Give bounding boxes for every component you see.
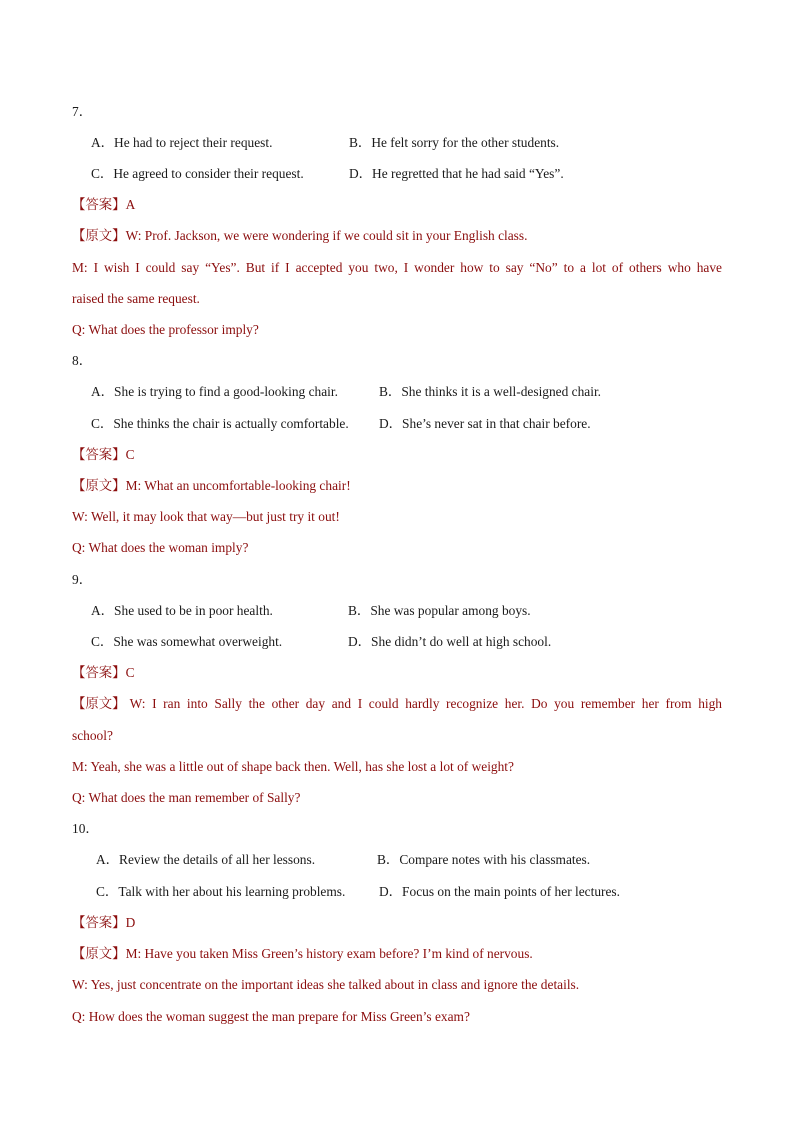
question-9-transcript-line-2: school? [72, 728, 113, 743]
question-10-option-d: D．Focus on the main points of her lectures. [379, 884, 620, 899]
question-8-transcript-question: Q: What does the woman imply? [72, 540, 249, 555]
question-8-option-a: A．She is trying to find a good-looking chair. [91, 384, 338, 399]
question-7-number: 7． [72, 104, 93, 119]
question-7-answer [72, 196, 722, 214]
transcript-label: 【原文】 [72, 228, 126, 243]
answer-value: A [125, 197, 136, 212]
question-8-option-b: B．She thinks it is a well-designed chair. [379, 384, 602, 399]
question-7-transcript-question: Q: What does the professor imply? [72, 322, 259, 337]
question-7-option-d: D．He regretted that he had said “Yes”. [349, 166, 564, 181]
question-10-transcript-line-1 [72, 945, 722, 963]
question-10-transcript-line-2: W: Yes, just concentrate on the important ideas she talked about in class and ignore the details. [72, 977, 580, 992]
answer-label: 【答案】 [72, 915, 126, 930]
answer-value: C [125, 665, 135, 680]
question-9-transcript-question: Q: What does the man remember of Sally? [72, 790, 301, 805]
question-7-option-b: B．He felt sorry for the other students. [349, 135, 560, 150]
question-7-transcript-line-1 [72, 227, 722, 245]
question-10-answer [72, 914, 722, 932]
question-7-transcript-line-2: M: I wish I could say “Yes”. But if I accepted you two, I wonder how to say “No” to a lot of others who have [72, 260, 722, 275]
question-9-transcript-line-3: M: Yeah, she was a little out of shape back then. Well, has she lost a lot of weight? [72, 759, 514, 774]
question-10-transcript-question: Q: How does the woman suggest the man prepare for Miss Green’s exam? [72, 1009, 470, 1024]
transcript-label: 【原文】 [72, 946, 126, 961]
transcript-label: 【原文】 [72, 696, 126, 711]
transcript-label: 【原文】 [72, 478, 126, 493]
answer-value: C [125, 447, 135, 462]
question-7-option-a: A．He had to reject their request. [91, 135, 273, 150]
question-8-transcript-line-2: W: Well, it may look that way—but just try it out! [72, 509, 340, 524]
question-8-option-c: C．She thinks the chair is actually comfortable. [91, 416, 349, 431]
question-9-option-d: D．She didn’t do well at high school. [348, 634, 552, 649]
transcript-text: M: Have you taken Miss Green’s history exam before? I’m kind of nervous. [125, 946, 533, 961]
question-9-number: 9． [72, 572, 93, 587]
question-7-option-c: C．He agreed to consider their request. [91, 166, 304, 181]
question-10-option-a: A．Review the details of all her lessons. [96, 852, 316, 867]
question-9-answer [72, 664, 722, 682]
question-8-number: 8． [72, 353, 93, 368]
question-10-option-c: C．Talk with her about his learning problems. [96, 884, 346, 899]
transcript-text: M: What an uncomfortable-looking chair! [125, 478, 351, 493]
question-7-transcript-line-3: raised the same request. [72, 291, 200, 306]
question-9-option-c: C．She was somewhat overweight. [91, 634, 283, 649]
question-10-number: 10． [72, 821, 99, 836]
answer-label: 【答案】 [72, 197, 126, 212]
answer-value: D [125, 915, 136, 930]
question-8-transcript-line-1 [72, 477, 722, 495]
question-9-transcript-line-1 [72, 695, 722, 713]
transcript-text: W: Prof. Jackson, we were wondering if we could sit in your English class. [125, 228, 528, 243]
question-9-option-a: A．She used to be in poor health. [91, 603, 273, 618]
question-10-option-b: B．Compare notes with his classmates. [377, 852, 591, 867]
question-8-answer [72, 446, 722, 464]
answer-label: 【答案】 [72, 447, 126, 462]
question-8-option-d: D．She’s never sat in that chair before. [379, 416, 591, 431]
question-9-option-b: B．She was popular among boys. [348, 603, 531, 618]
answer-label: 【答案】 [72, 665, 126, 680]
transcript-text: W: I ran into Sally the other day and I could hardly recognize her. Do you remember her from high [129, 696, 722, 711]
